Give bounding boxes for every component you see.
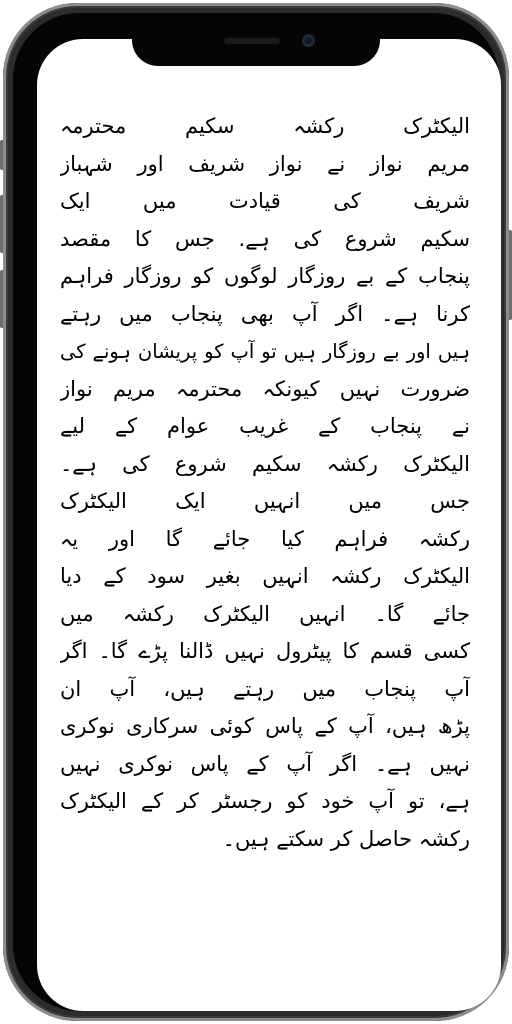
earpiece-speaker	[224, 38, 280, 44]
article-line: نہیں ہے۔ اگر آپ کے پاس نوکری نہیں	[60, 751, 470, 776]
article-line: رکشہ حاصل کر سکتے ہیں۔	[222, 826, 470, 851]
article-line: ضرورت نہیں کیونکہ محترمہ مریم نواز	[60, 376, 470, 401]
article-line: پڑھ ہیں، آپ کے پاس کوئی سرکاری نوکری	[60, 714, 470, 738]
front-camera-icon	[302, 34, 315, 47]
article-text	[60, 108, 470, 968]
article-line: ہیں اور بے روزگار ہیں تو آپ کو پریشان ہونے کی	[60, 340, 470, 363]
article-line: ہے، تو آپ خود کو رجسٹر کر کے الیکٹرک	[60, 789, 470, 813]
article-line: رکشہ فراہم کیا جائے گا اور یہ	[60, 526, 470, 551]
article-line: پنجاب کے بے روزگار لوگوں کو روزگار فراہم	[60, 264, 470, 288]
article-line: کرنا ہے۔ اگر آپ بھی پنجاب میں رہتے	[60, 301, 470, 326]
article-line: آپ پنجاب میں رہتے ہیں، آپ ان	[60, 676, 470, 701]
article-line: الیکٹرک رکشہ سکیم شروع کی ہے۔	[60, 451, 470, 476]
article-line: کسی قسم کا پیٹرول نہیں ڈالنا پڑے گا۔ اگر	[60, 639, 470, 663]
article-line: جس میں انہیں ایک الیکٹرک	[60, 489, 470, 513]
article-line: شریف کی قیادت میں ایک	[60, 189, 470, 213]
article-line: الیکٹرک رکشہ سکیم محترمہ	[60, 114, 470, 138]
article-line: مریم نواز نے نواز شریف اور شہباز	[60, 151, 470, 176]
article-line: الیکٹرک رکشہ انہیں بغیر سود کے دیا	[60, 564, 470, 588]
article-line: جائے گا۔ انہیں الیکٹرک رکشہ میں	[60, 601, 470, 626]
article-line: سکیم شروع کی ہے. جس کا مقصد	[60, 226, 470, 251]
article-line: نے پنجاب کے غریب عوام کے لیے	[60, 414, 470, 438]
notch	[132, 24, 380, 66]
